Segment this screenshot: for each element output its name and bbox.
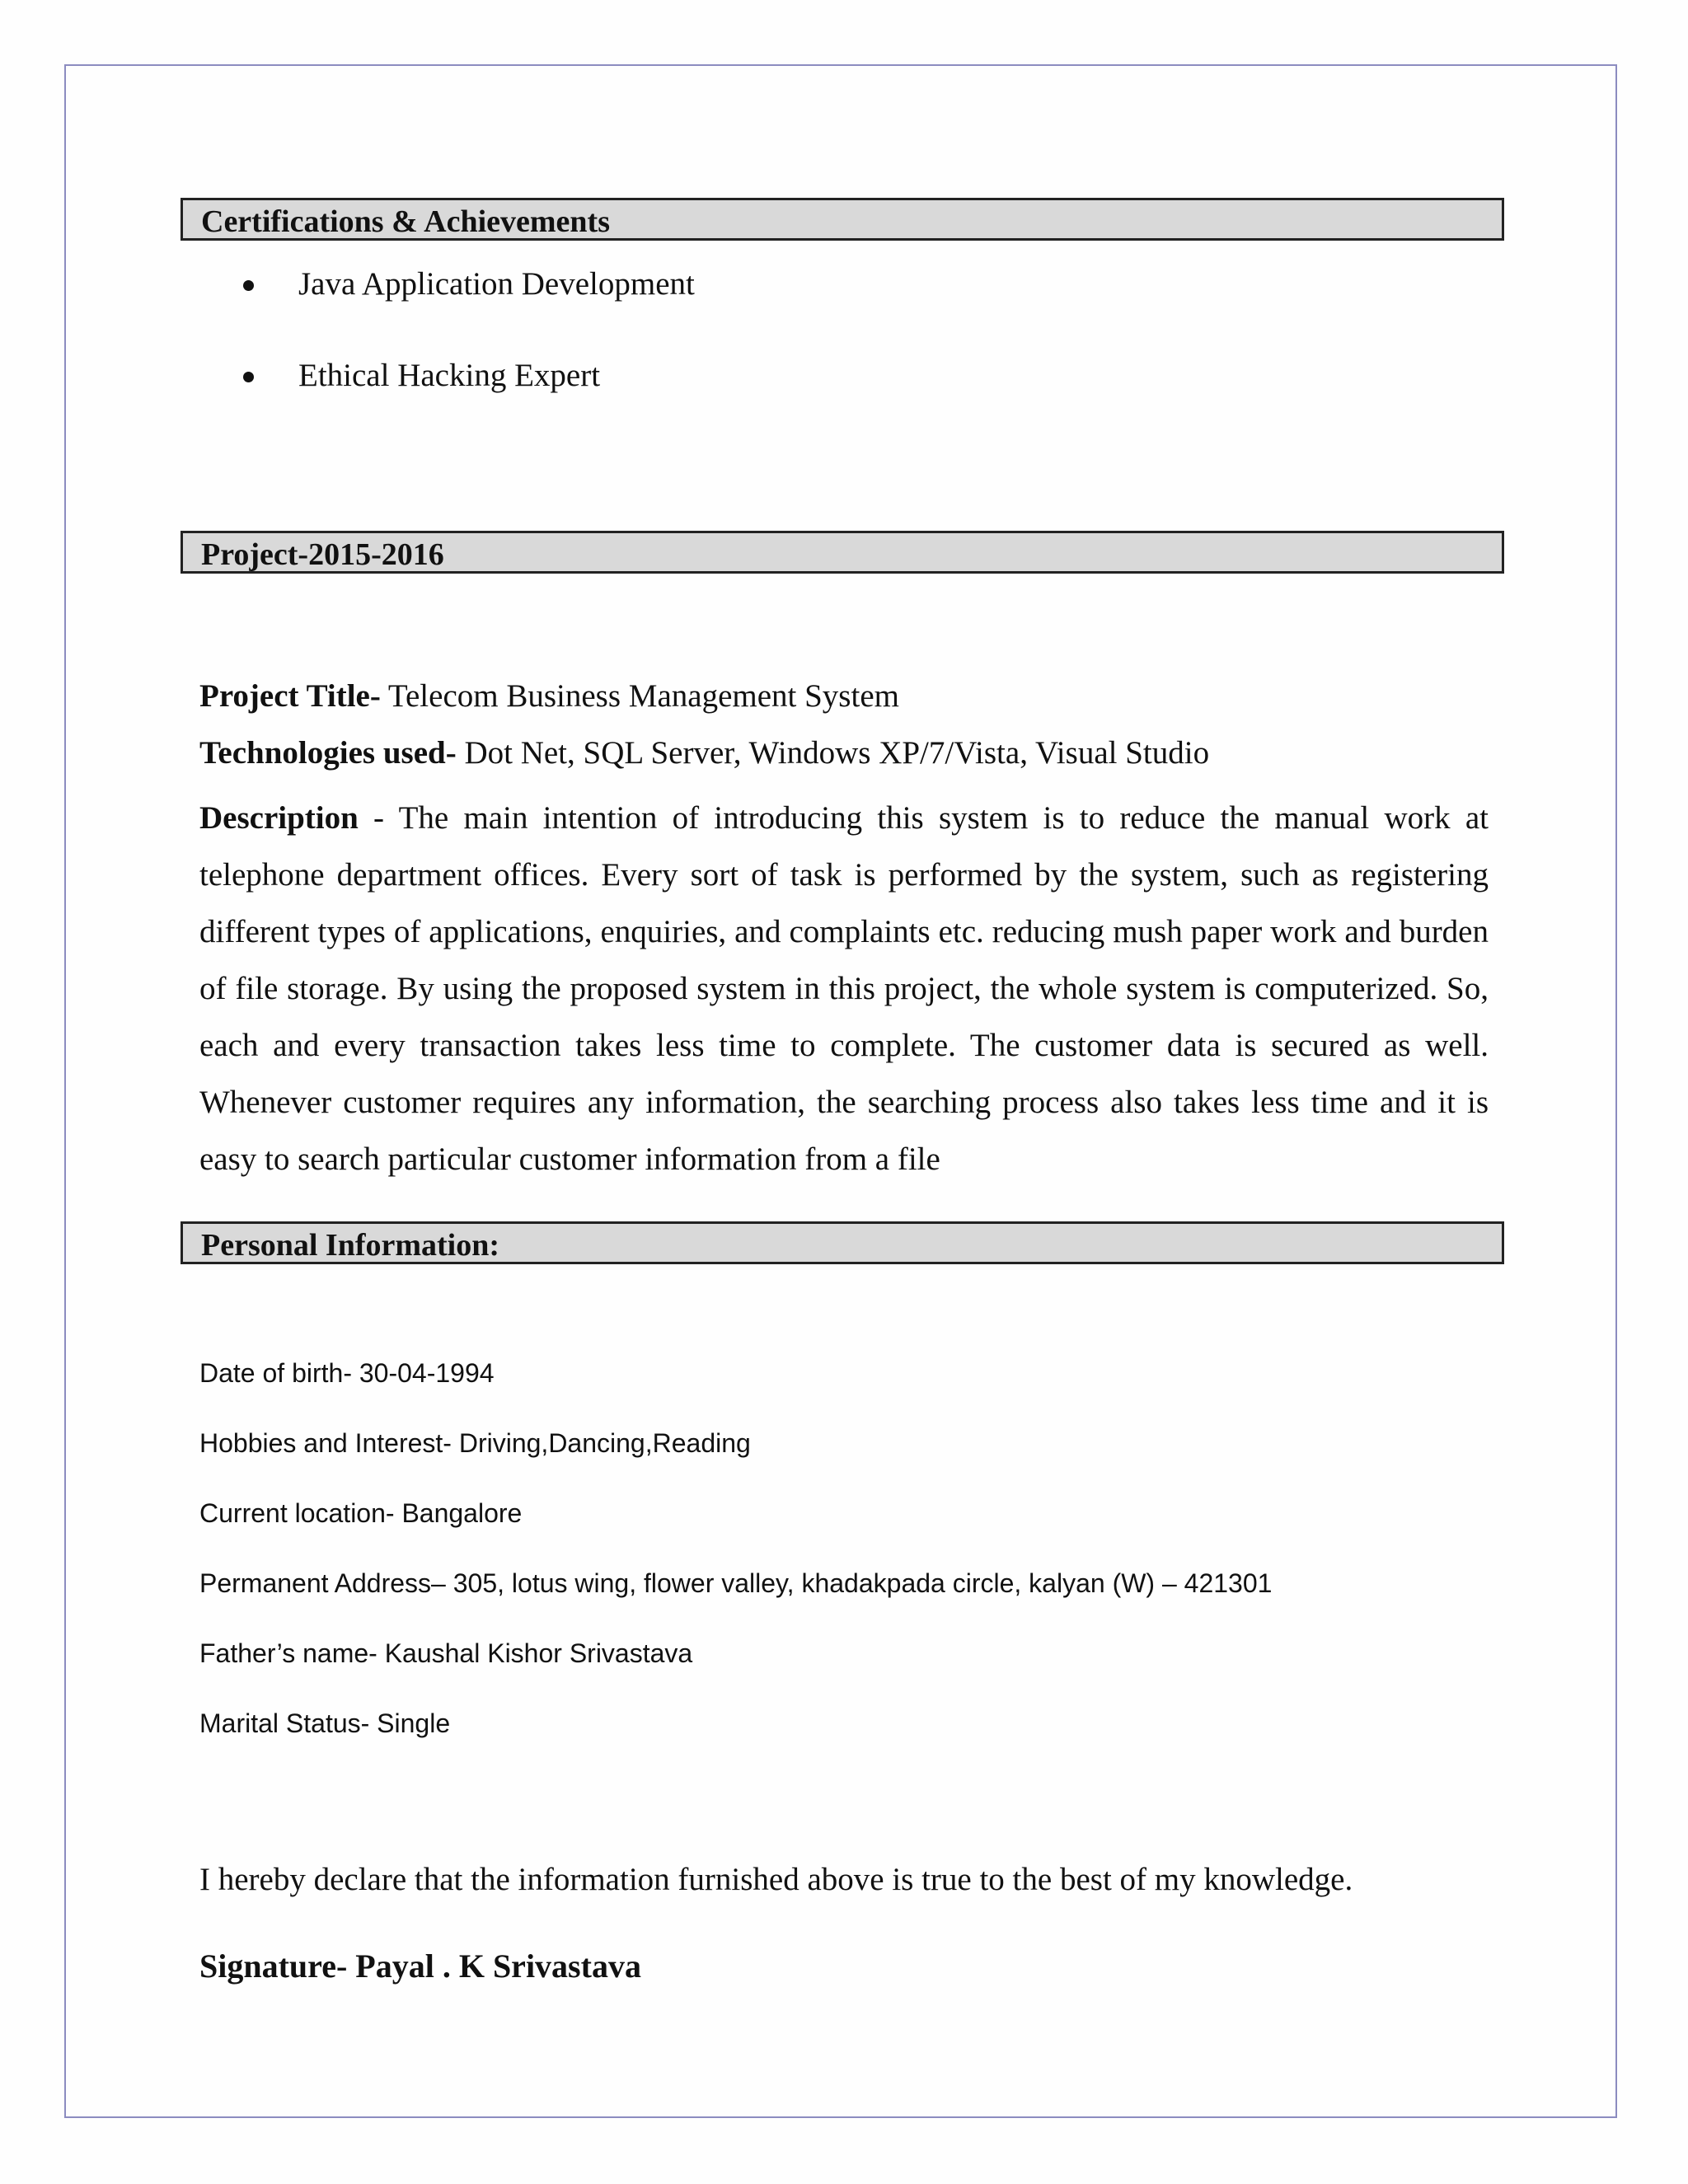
certification-text: Ethical Hacking Expert	[298, 358, 601, 393]
certification-text: Java Application Development	[298, 266, 695, 302]
fathers-name: Father’s name- Kaushal Kishor Srivastava	[199, 1638, 693, 1668]
project-title-line	[199, 677, 899, 715]
personal-info-header	[181, 1221, 1504, 1264]
signature: Signature- Payal . K Srivastava	[199, 1947, 641, 1985]
personal-info-heading: Personal Information:	[201, 1228, 500, 1263]
description-text: - The main intention of introducing this system is to reduce the manual work at telephone department offices. Every sort of task is performed by the system, such as registering different types of applications, enquiries, and complaints etc. reducing mush paper work and burden of file storage. By using the proposed system in this project, the whole system is computerized. So, each and every transaction takes less time to complete. The customer data is secured as well. Whenever customer requires any information, the searching process also takes less time and it is easy to search particular customer information from a file	[199, 800, 1489, 1177]
declaration-text: I hereby declare that the information furnished above is true to the best of my knowledge.	[199, 1862, 1353, 1897]
project-title-label: Project Title-	[199, 678, 381, 714]
permanent-address: Permanent Address– 305, lotus wing, flower valley, khadakpada circle, kalyan (W) – 421301	[199, 1568, 1273, 1598]
bullet-icon	[243, 280, 254, 291]
project-description	[199, 790, 1489, 1188]
certifications-header	[181, 198, 1504, 241]
marital-status: Marital Status- Single	[199, 1708, 451, 1738]
bullet-icon	[243, 372, 254, 382]
project-header	[181, 531, 1504, 574]
technologies-label: Technologies used-	[199, 735, 457, 771]
date-of-birth: Date of birth- 30-04-1994	[199, 1358, 495, 1388]
hobbies: Hobbies and Interest- Driving,Dancing,Reading	[199, 1428, 751, 1458]
technologies-value: Dot Net, SQL Server, Windows XP/7/Vista, Visual Studio	[456, 735, 1210, 771]
description-label: Description	[199, 800, 359, 836]
current-location: Current location- Bangalore	[199, 1498, 523, 1528]
certifications-heading: Certifications & Achievements	[201, 204, 610, 239]
project-heading: Project-2015-2016	[201, 537, 444, 572]
technologies-line	[199, 734, 1209, 771]
project-title-value: Telecom Business Management System	[380, 678, 899, 714]
